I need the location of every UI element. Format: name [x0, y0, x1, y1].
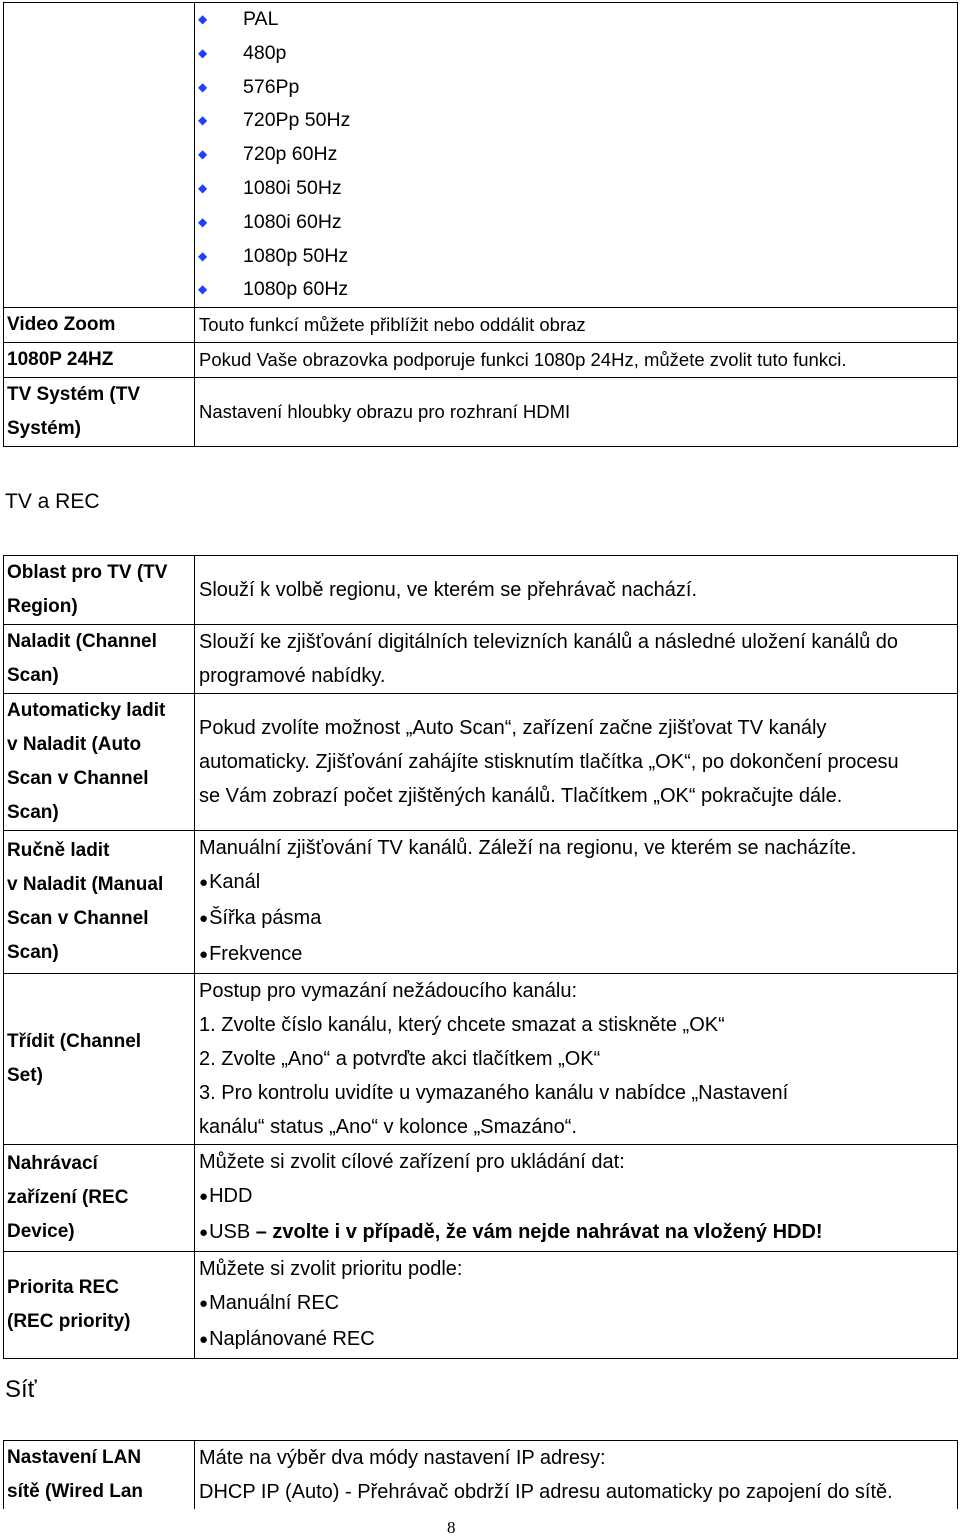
setting-description — [195, 625, 958, 694]
value-line: 1. Zvolte číslo kanálu, který chcete smazat a stiskněte „OK“ — [199, 1014, 725, 1036]
list-item: ● Naplánované REC — [199, 1322, 954, 1358]
key-line: Scan v Channel — [7, 768, 149, 789]
setting-name — [4, 1145, 195, 1252]
key-line: Třídit (Channel — [7, 1031, 142, 1052]
resolution-list — [199, 3, 954, 307]
key-line: Ručně ladit — [7, 840, 110, 861]
key-line: sítě (Wired Lan — [7, 1481, 144, 1502]
key-line: Oblast pro TV (TV — [7, 562, 168, 583]
key-line: Automaticky ladit — [7, 700, 166, 721]
list-item: ● Manuální REC — [199, 1286, 954, 1322]
setting-name: 1080P 24HZ — [4, 343, 195, 378]
table-row — [4, 556, 958, 625]
key-line: Scan) — [7, 665, 59, 686]
table-row — [4, 308, 958, 343]
key-line: Set) — [7, 1065, 43, 1086]
setting-description — [195, 1145, 958, 1252]
setting-name: Video Zoom — [4, 308, 195, 343]
table-row — [4, 343, 958, 378]
list-item: ● Frekvence — [199, 937, 954, 973]
list-item: ● HDD — [199, 1179, 954, 1215]
key-line: Region) — [7, 596, 78, 617]
key-line: Naladit (Channel — [7, 631, 157, 652]
key-line: Device) — [7, 1221, 75, 1242]
key-line: (REC priority) — [7, 1311, 131, 1332]
value-line: DHCP IP (Auto) - Přehrávač obdrží IP adresu automaticky po zapojení do sítě. — [199, 1481, 893, 1503]
list-item: ◆ 1080p 60Hz — [243, 273, 954, 307]
tv-rec-table — [3, 555, 958, 1359]
key-line: Systém) — [7, 418, 81, 440]
value-line: kanálu“ status „Ano“ v kolonce „Smazáno“. — [199, 1116, 577, 1138]
setting-description: Touto funkcí můžete přiblížit nebo oddálit obraz — [195, 308, 958, 343]
key-line: v Naladit (Auto — [7, 734, 142, 755]
value-line: automaticky. Zjišťování zahájíte stisknutím tlačítka „OK“, po dokončení procesu — [199, 751, 899, 773]
value-line: Manuální zjišťování TV kanálů. Záleží na regionu, ve kterém se nacházíte. — [199, 837, 857, 859]
list-item — [199, 1215, 954, 1251]
value-line: Můžete si zvolit cílové zařízení pro ukládání dat: — [199, 1151, 625, 1173]
value-line: Můžete si zvolit prioritu podle: — [199, 1258, 463, 1280]
list-item: ◆ 576Pp — [243, 71, 954, 105]
list-item: ◆ 480p — [243, 37, 954, 71]
setting-description — [195, 1441, 958, 1510]
key-line: Scan v Channel — [7, 908, 149, 929]
setting-name — [4, 625, 195, 694]
video-settings-table — [3, 2, 958, 447]
value-line: 2. Zvolte „Ano“ a potvrďte akci tlačítkem „OK“ — [199, 1048, 601, 1070]
table-row — [4, 831, 958, 974]
value-line: Pokud zvolíte možnost „Auto Scan“, zařízení začne zjišťovat TV kanály — [199, 717, 827, 739]
value-line: Máte na výběr dva módy nastavení IP adresy: — [199, 1447, 606, 1469]
table-row — [4, 378, 958, 447]
setting-description: Nastavení hloubky obrazu pro rozhraní HDMI — [195, 378, 958, 447]
setting-description: Pokud Vaše obrazovka podporuje funkci 1080p 24Hz, můžete zvolit tuto funkci. — [195, 343, 958, 378]
setting-description: Slouží k volbě regionu, ve kterém se přehrávač nachází. — [195, 556, 958, 625]
setting-description — [195, 974, 958, 1145]
table-row — [4, 974, 958, 1145]
setting-description — [195, 694, 958, 831]
table-row — [4, 1441, 958, 1510]
usb-warning: – zvolte i v případě, že vám nejde nahrávat na vložený HDD! — [250, 1221, 823, 1243]
list-item: ◆ 1080p 50Hz — [243, 240, 954, 274]
key-line: TV Systém (TV — [7, 384, 141, 406]
key-line: Nastavení LAN — [7, 1447, 142, 1468]
list-item: ◆ 720Pp 50Hz — [243, 104, 954, 138]
setting-name — [4, 1441, 195, 1510]
key-line: Scan) — [7, 942, 59, 963]
list-item: ◆ 720p 60Hz — [243, 138, 954, 172]
list-item: ◆ PAL — [243, 3, 954, 37]
key-line: Scan) — [7, 802, 59, 823]
key-line: Nahrávací — [7, 1153, 98, 1174]
key-line: Priorita REC — [7, 1277, 119, 1298]
setting-name — [4, 378, 195, 447]
value-line: Postup pro vymazání nežádoucího kanálu: — [199, 980, 578, 1002]
value-line: programové nabídky. — [199, 665, 386, 687]
empty-key-cell — [4, 3, 195, 308]
list-item: ◆ 1080i 50Hz — [243, 172, 954, 206]
setting-name — [4, 556, 195, 625]
section-heading-tv-rec: TV a REC — [5, 490, 100, 513]
list-item: ● Šířka pásma — [199, 901, 954, 937]
table-row — [4, 694, 958, 831]
key-line: zařízení (REC — [7, 1187, 129, 1208]
key-line: v Naladit (Manual — [7, 874, 164, 895]
value-line: se Vám zobrazí počet zjištěných kanálů. Tlačítkem „OK“ pokračujte dále. — [199, 785, 843, 807]
table-row — [4, 1145, 958, 1252]
network-table — [3, 1440, 958, 1509]
setting-description — [195, 1252, 958, 1359]
table-row — [4, 625, 958, 694]
value-line: 3. Pro kontrolu uvidíte u vymazaného kanálu v nabídce „Nastavení — [199, 1082, 789, 1104]
table-row — [4, 1252, 958, 1359]
setting-name — [4, 694, 195, 831]
page-number: 8 — [447, 1518, 456, 1537]
list-item: ● Kanál — [199, 865, 954, 901]
setting-description — [195, 831, 958, 974]
setting-name — [4, 974, 195, 1145]
list-item: ◆ 1080i 60Hz — [243, 206, 954, 240]
resolution-cell — [195, 3, 958, 308]
setting-name — [4, 1252, 195, 1359]
table-row — [4, 3, 958, 308]
usb-label: USB — [209, 1221, 251, 1243]
section-heading-network: Síť — [5, 1376, 37, 1403]
setting-name — [4, 831, 195, 974]
value-line: Slouží ke zjišťování digitálních televizních kanálů a následné uložení kanálů do — [199, 631, 899, 653]
